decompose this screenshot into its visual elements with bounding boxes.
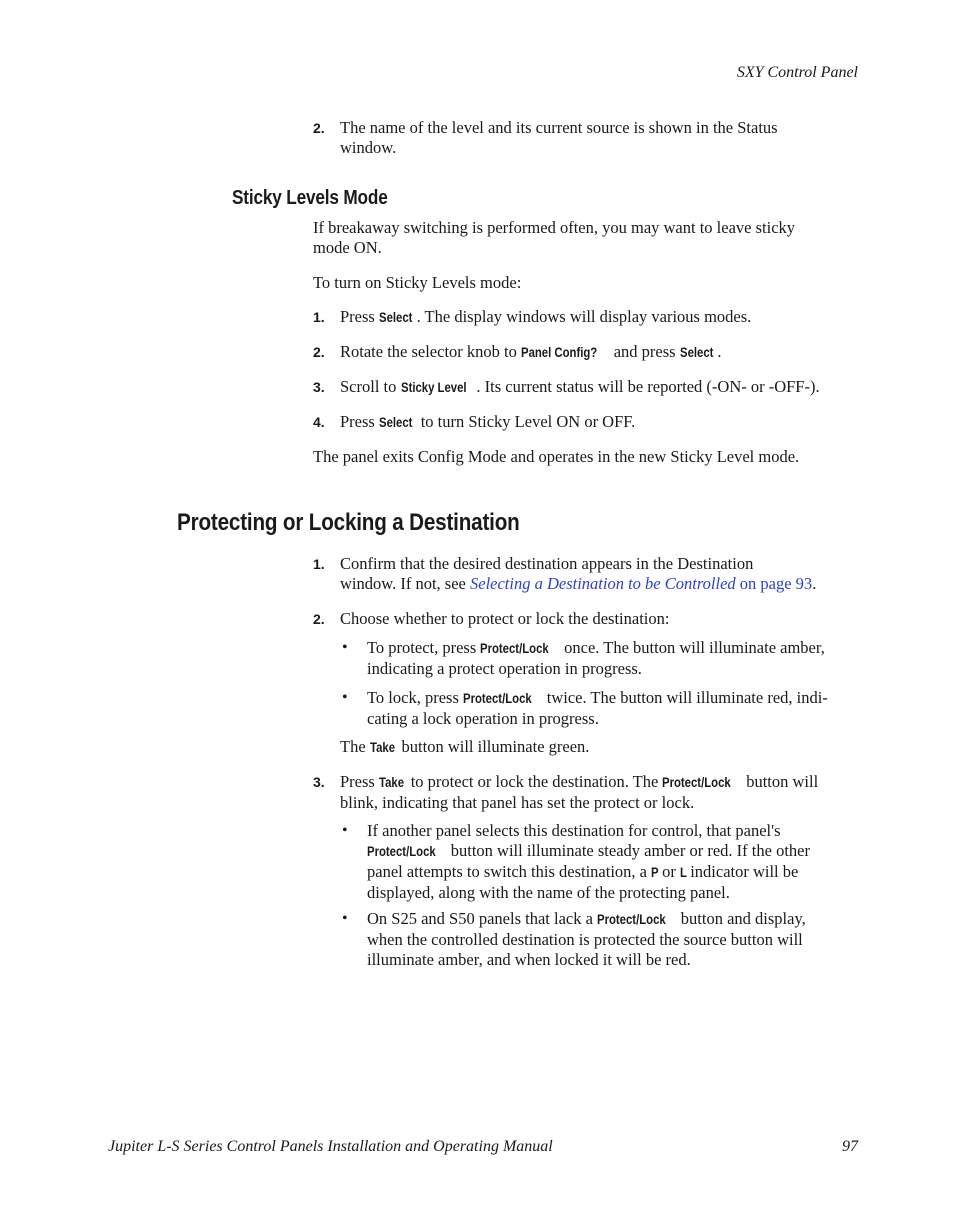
step-text (340, 377, 865, 398)
button-name: Take (378, 775, 404, 790)
step-number: 2. (313, 344, 325, 360)
step-text: Choose whether to protect or lock the destination: (340, 609, 670, 628)
button-name: Protect/Lock (597, 912, 666, 927)
step-number: 1. (313, 556, 325, 572)
footer-manual-title: Jupiter L-S Series Control Panels Installation and Operating Manual (108, 1138, 553, 1155)
section-heading: Sticky Levels Mode (232, 187, 388, 209)
step-text (340, 412, 865, 433)
indicator-name: P (651, 865, 659, 880)
bullet-icon: • (342, 822, 348, 839)
step-note (340, 737, 865, 758)
bullet-line: If another panel selects this destination for control, that panel's (367, 821, 781, 840)
bullet-text (367, 909, 867, 970)
step-line (340, 772, 865, 793)
step-text (340, 342, 865, 363)
para-line: If breakaway switching is performed often, you may want to leave sticky (313, 218, 796, 237)
text-run: to protect or lock the destination. The (406, 772, 663, 791)
text-run: and press (609, 342, 680, 361)
text-run: . (812, 574, 817, 593)
step-text (340, 554, 865, 594)
text-run: . Its current status will be reported (-ON- or -OFF-). (476, 377, 820, 396)
text-run: window. If not, see (340, 574, 470, 593)
bullet-line: illuminate amber, and when locked it will be red. (367, 950, 691, 969)
paragraph: The panel exits Config Mode and operates in the new Sticky Level mode. (313, 447, 800, 466)
step-text (340, 772, 865, 813)
step-number: 4. (313, 414, 325, 430)
bullet-text (367, 688, 867, 729)
bullet-line (367, 841, 867, 862)
text-run: button will (742, 772, 819, 791)
step-number: 2. (313, 611, 325, 627)
page-number: 97 (842, 1138, 858, 1155)
text-run: Press (340, 412, 379, 431)
button-name: Select (679, 345, 714, 360)
text-run: Scroll to (340, 377, 401, 396)
button-name: Select (378, 415, 413, 430)
bullet-line: indicating a protect operation in progress. (367, 659, 642, 678)
button-name: Protect/Lock (367, 844, 436, 859)
bullet-icon: • (342, 910, 348, 927)
button-name: Take (369, 740, 395, 755)
text-run: . The display windows will display various modes. (416, 307, 752, 326)
link-title: Selecting a Destination to be Controlled (470, 574, 736, 593)
button-name: Protect/Lock (463, 691, 532, 706)
text-run: or (657, 862, 680, 881)
indicator-name: L (679, 865, 687, 880)
bullet-line: displayed, along with the name of the protecting panel. (367, 883, 730, 902)
text-run: Rotate the selector knob to (340, 342, 521, 361)
step-line: blink, indicating that panel has set the protect or lock. (340, 793, 695, 812)
text-run: To protect, press (367, 638, 481, 657)
text-run: once. The button will illuminate amber, (560, 638, 825, 657)
text-run: Press (340, 772, 379, 791)
paragraph (313, 218, 863, 258)
text-run: button will illuminate steady amber or red. If the other (446, 841, 810, 860)
step-line: Confirm that the desired destination appears in the Destination (340, 554, 754, 573)
section-heading: Protecting or Locking a Destination (177, 509, 520, 536)
running-header: SXY Control Panel (736, 64, 858, 81)
text-run: The (340, 737, 370, 756)
text-run: button will illuminate green. (397, 737, 590, 756)
bullet-line (367, 688, 867, 709)
bullet-icon: • (342, 639, 348, 656)
step-number: 2. (313, 120, 325, 136)
bullet-icon: • (342, 689, 348, 706)
cross-reference-link[interactable] (470, 574, 812, 593)
bullet-text (367, 638, 867, 679)
text-run: button and display, (676, 909, 806, 928)
bullet-line (367, 909, 867, 930)
menu-name: Panel Config? (521, 345, 598, 360)
text-run: On S25 and S50 panels that lack a (367, 909, 598, 928)
button-name: Select (378, 310, 413, 325)
text-run: panel attempts to switch this destination, a (367, 862, 652, 881)
bullet-line: when the controlled destination is protected the source button will (367, 930, 803, 949)
step-text (340, 307, 865, 328)
bullet-line (367, 638, 867, 659)
step-line: window. (340, 138, 397, 157)
step-line (340, 574, 865, 594)
button-name: Protect/Lock (662, 775, 732, 790)
step-text (340, 118, 865, 158)
text-run: twice. The button will illuminate red, indi- (542, 688, 828, 707)
bullet-line: cating a lock operation in progress. (367, 709, 599, 728)
text-run: To lock, press (367, 688, 463, 707)
text-run: to turn Sticky Level ON or OFF. (416, 412, 636, 431)
bullet-line (367, 862, 867, 883)
paragraph: To turn on Sticky Levels mode: (313, 273, 522, 292)
text-run: Press (340, 307, 379, 326)
text-run: indicator will be (686, 862, 799, 881)
para-line: mode ON. (313, 238, 382, 257)
step-line: The name of the level and its current source is shown in the Status (340, 118, 778, 137)
link-page: on page 93 (735, 574, 813, 593)
bullet-text (367, 821, 867, 903)
step-number: 1. (313, 309, 325, 325)
menu-name: Sticky Level (400, 380, 467, 395)
text-run: . (717, 342, 722, 361)
step-number: 3. (313, 379, 325, 395)
button-name: Protect/Lock (480, 641, 550, 656)
step-number: 3. (313, 774, 325, 790)
